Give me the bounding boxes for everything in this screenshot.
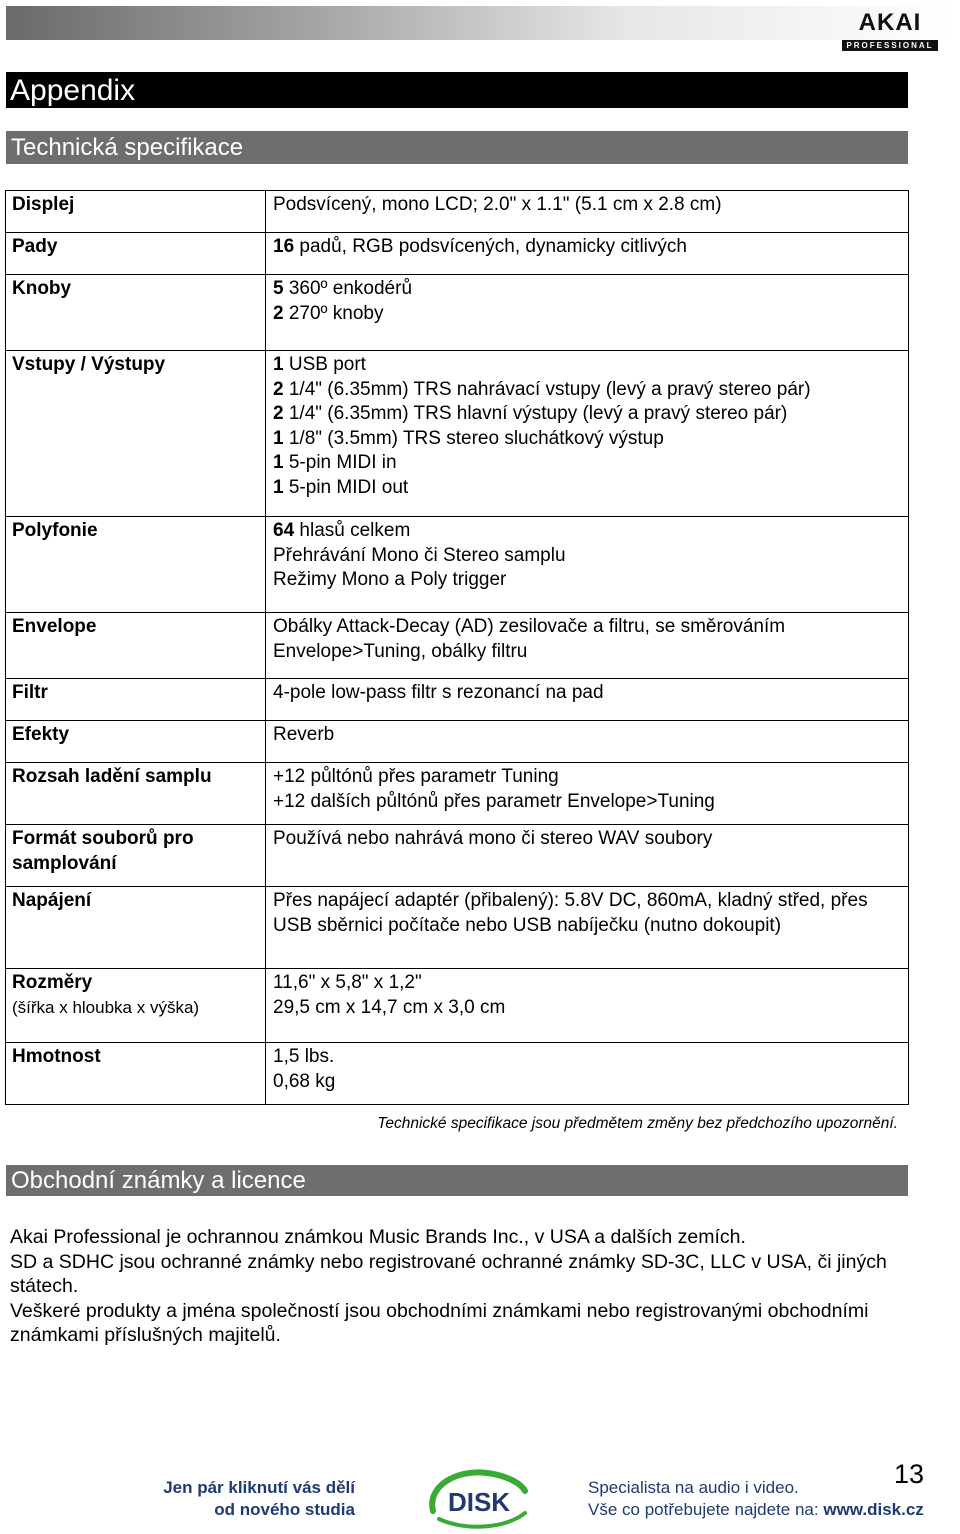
- spec-value-count: 5: [273, 278, 284, 299]
- spec-label-cell: [6, 887, 266, 969]
- akai-logo-main: AKAI: [858, 9, 922, 36]
- spec-row: [6, 887, 909, 969]
- spec-value-line: [273, 302, 908, 327]
- spec-row: [6, 517, 909, 613]
- spec-row: [6, 275, 909, 351]
- spec-label: Napájení: [12, 890, 92, 911]
- footer-tagline-text: Vše co potřebujete najdete na:: [588, 1500, 824, 1519]
- spec-value-count: 64: [273, 520, 295, 541]
- spec-label: Knoby: [12, 278, 72, 299]
- spec-value-cell: [266, 825, 909, 887]
- trademarks-text: [10, 1225, 910, 1348]
- spec-value-text: 5-pin MIDI out: [283, 476, 409, 498]
- spec-value-text: Režimy Mono a Poly trigger: [273, 569, 507, 590]
- spec-row: [6, 825, 909, 887]
- spec-sublabel: (šířka x hloubka x výška): [12, 997, 200, 1017]
- spec-value-count: 2: [273, 378, 284, 400]
- spec-value-cell: [266, 517, 909, 613]
- spec-value-line: [273, 1045, 908, 1070]
- spec-value-cell: [266, 191, 909, 233]
- spec-label-cell: [6, 351, 266, 517]
- spec-label: Filtr: [12, 682, 48, 703]
- spec-row: [6, 191, 909, 233]
- spec-value-text: USB port: [283, 354, 366, 375]
- spec-row: [6, 763, 909, 825]
- spec-value-text: padů, RGB podsvícených, dynamicky citlivých: [294, 236, 687, 257]
- spec-value-count: 16: [273, 236, 295, 257]
- spec-disclaimer: Technické specifikace jsou předmětem změny bez předchozího upozornění.: [377, 1115, 898, 1132]
- spec-value-cell: [266, 613, 909, 679]
- spec-label: Polyfonie: [12, 520, 98, 541]
- spec-label-cell: [6, 969, 266, 1043]
- spec-value-line: [273, 615, 908, 640]
- spec-label-cell: [6, 613, 266, 679]
- spec-label: Formát souborů pro samplování: [12, 828, 194, 874]
- spec-row: [6, 1043, 909, 1105]
- spec-label-cell: [6, 275, 266, 351]
- footer-url-link[interactable]: www.disk.cz: [823, 1500, 924, 1519]
- spec-label-cell: [6, 1043, 266, 1105]
- footer-slogan-line2: od nového studia: [214, 1500, 355, 1519]
- spec-value-text: Používá nebo nahrává mono či stereo WAV soubory: [273, 828, 713, 849]
- spec-section-heading: Technická specifikace: [6, 131, 908, 164]
- spec-value-cell: [266, 969, 909, 1043]
- spec-value-text: Reverb: [273, 724, 335, 745]
- spec-row: [6, 721, 909, 763]
- spec-value-cell: [266, 679, 909, 721]
- spec-value-text: Obálky Attack-Decay (AD) zesilovače a filtru, se směrováním: [273, 616, 786, 637]
- spec-table: [5, 190, 909, 1105]
- spec-label: Displej: [12, 194, 75, 215]
- spec-value-text: 1/8" (3.5mm) TRS stereo sluchátkový výstup: [283, 427, 664, 449]
- footer-slogan: [100, 1477, 355, 1521]
- footer-tagline-line2: [588, 1499, 924, 1521]
- footer-tagline: [588, 1477, 924, 1521]
- spec-value-line: [273, 723, 908, 748]
- disk-logo-text: DISK: [447, 1487, 511, 1517]
- trademark-paragraph: Veškeré produkty a jména společností jsou obchodními známkami nebo registrovanými obchodními známkami příslušných majitelů.: [10, 1299, 869, 1346]
- spec-value-cell: [266, 275, 909, 351]
- spec-value-line: [273, 476, 908, 501]
- spec-value-cell: [266, 351, 909, 517]
- spec-value-text: Podsvícený, mono LCD; 2.0" x 1.1" (5.1 cm x 2.8 cm): [273, 194, 722, 215]
- spec-value-line: [273, 889, 908, 938]
- akai-logo-sub: PROFESSIONAL: [842, 40, 937, 51]
- spec-value-text: 360º enkodérů: [283, 278, 413, 299]
- spec-value-line: [273, 640, 908, 665]
- spec-value-line: [273, 451, 908, 476]
- spec-value-line: [273, 1070, 908, 1095]
- spec-value-line: [273, 427, 908, 452]
- spec-value-line: [273, 519, 908, 544]
- spec-label: Efekty: [12, 724, 70, 745]
- spec-label-cell: [6, 763, 266, 825]
- spec-value-line: [273, 681, 908, 706]
- spec-row: [6, 969, 909, 1043]
- spec-label-cell: [6, 191, 266, 233]
- spec-value-cell: [266, 721, 909, 763]
- spec-label: Hmotnost: [12, 1046, 101, 1067]
- akai-logo: [840, 11, 940, 53]
- spec-row: [6, 679, 909, 721]
- spec-value-line: [273, 193, 908, 218]
- page-footer: [0, 1445, 960, 1534]
- spec-value-line: [273, 790, 908, 815]
- disk-logo-icon: [425, 1467, 533, 1531]
- page-number: 13: [893, 1459, 924, 1489]
- spec-label: Envelope: [12, 616, 97, 637]
- spec-value-text: 29,5 cm x 14,7 cm x 3,0 cm: [273, 996, 506, 1018]
- spec-value-text: 11,6" x 5,8" x 1,2": [273, 972, 422, 993]
- spec-value-line: [273, 568, 908, 593]
- trademark-paragraph: Akai Professional je ochrannou známkou Music Brands Inc., v USA a dalších zemích.: [10, 1226, 746, 1248]
- spec-value-cell: [266, 233, 909, 275]
- spec-value-cell: [266, 887, 909, 969]
- spec-value-text: 1,5 lbs.: [273, 1046, 335, 1067]
- page-title: Appendix: [6, 72, 908, 108]
- spec-value-text: Envelope>Tuning, obálky filtru: [273, 640, 528, 662]
- spec-value-text: +12 dalších půltónů přes parametr Envelope>Tuning: [273, 790, 715, 812]
- spec-label: Rozměry: [12, 972, 93, 993]
- spec-value-count: 1: [273, 427, 284, 449]
- spec-value-line: [273, 971, 908, 996]
- spec-row: [6, 613, 909, 679]
- spec-label: Vstupy / Výstupy: [12, 354, 166, 375]
- spec-label-cell: [6, 679, 266, 721]
- spec-value-text: +12 půltónů přes parametr Tuning: [273, 766, 559, 787]
- spec-value-text: Přes napájecí adaptér (přibalený): 5.8V DC, 860mA, kladný střed, přes USB sběrnici počítače nebo USB nabíječku (nutno dokoupit): [273, 890, 868, 936]
- spec-value-line: [273, 544, 908, 569]
- spec-value-count: 2: [273, 403, 284, 424]
- spec-label: Rozsah ladění samplu: [12, 766, 212, 787]
- spec-value-line: [273, 996, 908, 1021]
- spec-label-cell: [6, 825, 266, 887]
- spec-value-count: 1: [273, 452, 284, 473]
- spec-value-text: 1/4" (6.35mm) TRS nahrávací vstupy (levý a pravý stereo pár): [283, 378, 811, 400]
- spec-value-text: Přehrávání Mono či Stereo samplu: [273, 544, 566, 566]
- spec-value-text: hlasů celkem: [294, 520, 411, 541]
- spec-label: Pady: [12, 236, 58, 257]
- spec-value-line: [273, 235, 908, 260]
- spec-value-text: 1/4" (6.35mm) TRS hlavní výstupy (levý a pravý stereo pár): [283, 403, 788, 424]
- spec-value-line: [273, 353, 908, 378]
- trademark-paragraph: SD a SDHC jsou ochranné známky nebo registrované ochranné známky SD-3C, LLC v USA, či jiných státech.: [10, 1250, 887, 1297]
- spec-label-cell: [6, 721, 266, 763]
- spec-value-text: 5-pin MIDI in: [283, 452, 397, 473]
- footer-tagline-line1: Specialista na audio i video.: [588, 1478, 799, 1497]
- spec-value-cell: [266, 763, 909, 825]
- spec-label-cell: [6, 233, 266, 275]
- trademarks-section-heading: Obchodní známky a licence: [6, 1165, 908, 1196]
- spec-value-line: [273, 277, 908, 302]
- spec-value-text: 0,68 kg: [273, 1070, 336, 1092]
- footer-slogan-line1: Jen pár kliknutí vás dělí: [163, 1478, 355, 1497]
- spec-value-cell: [266, 1043, 909, 1105]
- spec-value-count: 2: [273, 302, 284, 324]
- spec-row: [6, 233, 909, 275]
- spec-value-line: [273, 765, 908, 790]
- spec-value-line: [273, 378, 908, 403]
- spec-value-line: [273, 402, 908, 427]
- spec-value-text: 4-pole low-pass filtr s rezonancí na pad: [273, 682, 604, 703]
- header-gradient-bar: [6, 6, 954, 50]
- spec-value-count: 1: [273, 476, 284, 498]
- spec-label-cell: [6, 517, 266, 613]
- spec-value-line: [273, 827, 908, 852]
- spec-value-text: 270º knoby: [283, 302, 384, 324]
- spec-row: [6, 351, 909, 517]
- spec-value-count: 1: [273, 354, 284, 375]
